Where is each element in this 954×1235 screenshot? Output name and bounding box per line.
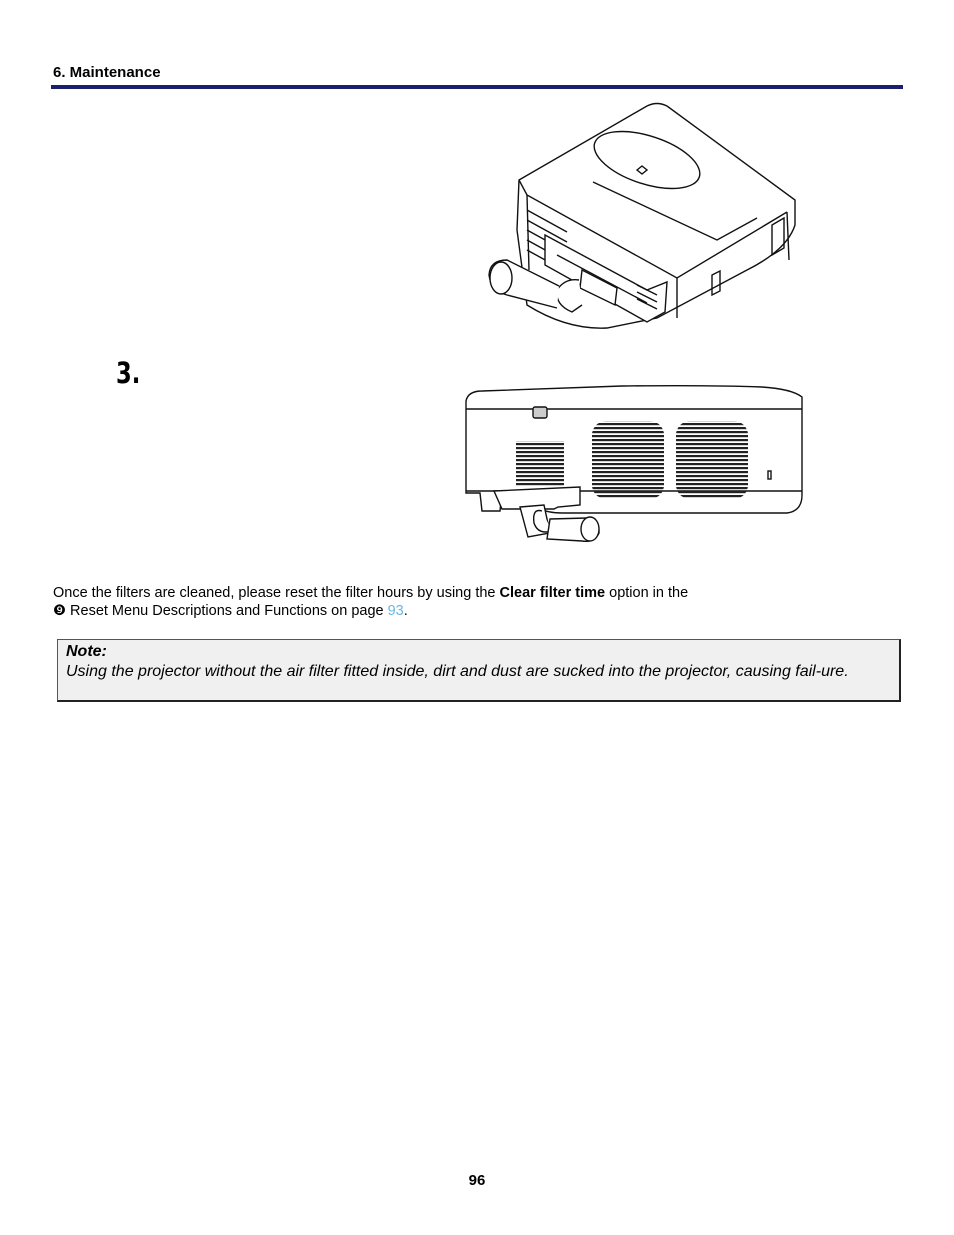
reset-instruction-paragraph	[53, 584, 913, 620]
instruction-text-mid: option in the	[605, 585, 689, 601]
reset-instruction-line-1	[53, 584, 913, 602]
clear-filter-time-option: Clear filter time	[499, 585, 606, 601]
page-93-link[interactable]: 93	[387, 603, 404, 619]
projector-side-illustration	[462, 383, 806, 547]
header-rule	[51, 85, 903, 89]
page-number: 96	[468, 1172, 486, 1189]
bullet-icon: ❾	[53, 603, 66, 619]
note-title: Note:	[66, 643, 107, 660]
note-box	[57, 639, 901, 702]
reset-instruction-line-2	[53, 602, 913, 620]
projector-top-illustration	[487, 100, 801, 332]
note-text: Using the projector without the air filter fitted inside, dirt and dust are sucked into the projector, causing fail-ure.	[66, 663, 849, 680]
step-number: 3.	[116, 356, 141, 390]
section-title: 6. Maintenance	[53, 64, 161, 81]
instruction-text-start: Once the filters are cleaned, please reset the filter hours by using the	[53, 585, 500, 601]
reference-text: Reset Menu Descriptions and Functions on page	[66, 603, 388, 619]
instruction-text-end: .	[403, 603, 408, 619]
